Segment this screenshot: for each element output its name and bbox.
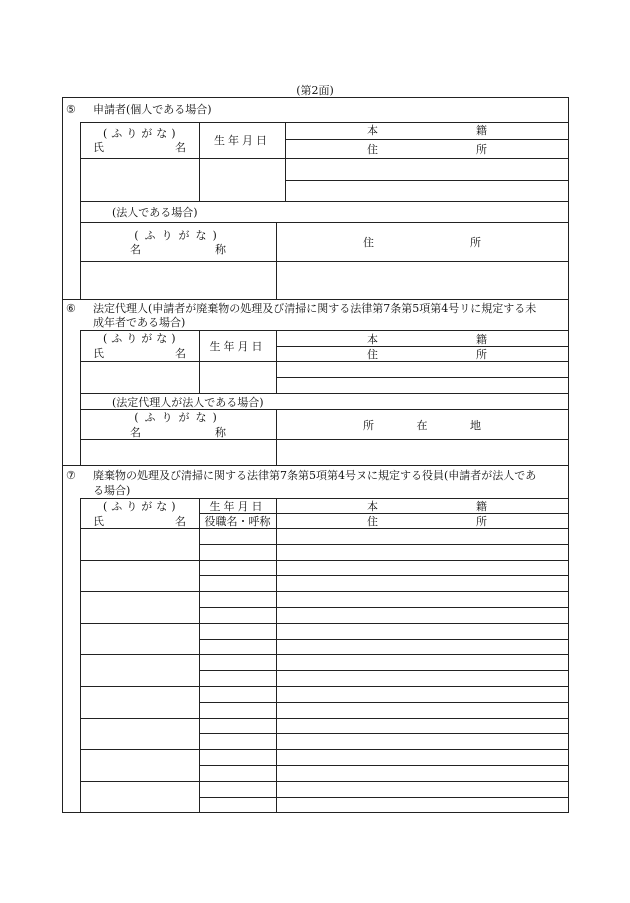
s6-name-header: 氏 名	[93, 347, 186, 360]
s7-rule-header-mid	[199, 513, 569, 514]
s7-rule-top	[81, 498, 569, 499]
section-number-7: ⑦	[66, 469, 76, 482]
officer-row-mid-rule	[199, 702, 569, 703]
s5-rule-corp-top	[81, 222, 569, 223]
s5-col-birth-right	[285, 122, 286, 201]
officer-row-mid-rule	[199, 607, 569, 608]
section-title-applicant: 申請者(個人である場合)	[93, 103, 212, 116]
s5-furigana-text: (ふりがな)	[103, 127, 180, 140]
section-title-legal-rep-line1: 法定代理人(申請者が廃棄物の処理及び清掃に関する法律第7条第5項第4号リに規定する未	[93, 302, 537, 315]
s6-rule-header-bottom	[81, 361, 569, 362]
officer-row-mid-rule	[199, 670, 569, 671]
s7-honseki-header: 本 籍	[367, 500, 487, 513]
section-number-6: ⑥	[66, 302, 76, 315]
s7-birth-header: 生年月日	[209, 500, 266, 513]
s5-rule-section-bottom	[63, 299, 569, 300]
s6-rule-row-mid	[276, 377, 569, 378]
s5-rule-header-bottom	[81, 158, 569, 159]
officer-row-mid-rule	[199, 639, 569, 640]
s7-position-header: 役職名・呼称	[204, 515, 271, 528]
left-margin-line-s5	[80, 122, 81, 299]
s6-corp-col-divider	[276, 409, 277, 465]
section-number-5: ⑤	[66, 103, 76, 116]
s6-rule-top	[81, 330, 569, 331]
section-title-officers-line2: る場合)	[93, 484, 131, 497]
s5-corp-title: (法人である場合)	[112, 206, 198, 219]
s5-honseki-header: 本 籍	[367, 124, 487, 137]
s7-name-header: 氏 名	[93, 515, 186, 528]
s5-rule-top	[81, 122, 569, 123]
s5-rule-corp-header-bottom	[81, 261, 569, 262]
s5-rule-individual-bottom	[81, 201, 569, 202]
s6-col-birth-right	[276, 330, 277, 393]
officer-row-mid-rule	[199, 765, 569, 766]
page-label: (第2面)	[296, 84, 334, 97]
s6-rule-individual-bottom	[81, 393, 569, 394]
s6-rule-section-bottom	[63, 465, 569, 466]
s5-address-header: 住 所	[367, 143, 487, 156]
s5-corp-col-divider	[276, 222, 277, 299]
s6-address-header: 住 所	[367, 348, 487, 361]
s7-address-header: 住 所	[367, 515, 487, 528]
s6-furigana-header: (ふりがな)	[103, 332, 180, 345]
s6-rule-corp-header-bottom	[81, 439, 569, 440]
s6-corp-title: (法定代理人が法人である場合)	[112, 396, 264, 409]
s6-birth-header: 生年月日	[209, 340, 266, 353]
officer-row-mid-rule	[199, 575, 569, 576]
s6-corp-furigana-header: (ふりがな)	[134, 411, 223, 424]
officer-row-mid-rule	[199, 544, 569, 545]
s6-honseki-header: 本 籍	[367, 333, 487, 346]
officer-row-mid-rule	[199, 733, 569, 734]
s6-rule-corp-top	[81, 409, 569, 410]
s7-furigana-header: (ふりがな)	[103, 500, 180, 513]
s5-birth-header: 生年月日	[214, 134, 270, 147]
s5-corp-name-header: 名 称	[130, 243, 226, 256]
left-margin-line-s6	[80, 330, 81, 465]
s5-furigana-header	[103, 127, 181, 140]
s5-rule-row-mid	[285, 180, 569, 181]
s6-corp-name-header: 名 称	[130, 426, 226, 439]
section-title-officers-line1: 廃棄物の処理及び清掃に関する法律第7条第5項第4号ヌに規定する役員(申請者が法人であ	[93, 469, 537, 482]
section-title-legal-rep-line2: 成年者である場合)	[93, 316, 186, 329]
s5-rule-honseki	[285, 139, 569, 140]
s5-corp-furigana-header: (ふりがな)	[134, 229, 223, 242]
s5-name-header: 氏 名	[93, 141, 186, 154]
s6-rule-honseki	[276, 346, 569, 347]
s5-corp-address-header: 住 所	[363, 236, 481, 249]
s6-corp-location-header: 所 在 地	[363, 419, 481, 432]
officer-row-mid-rule	[199, 797, 569, 798]
